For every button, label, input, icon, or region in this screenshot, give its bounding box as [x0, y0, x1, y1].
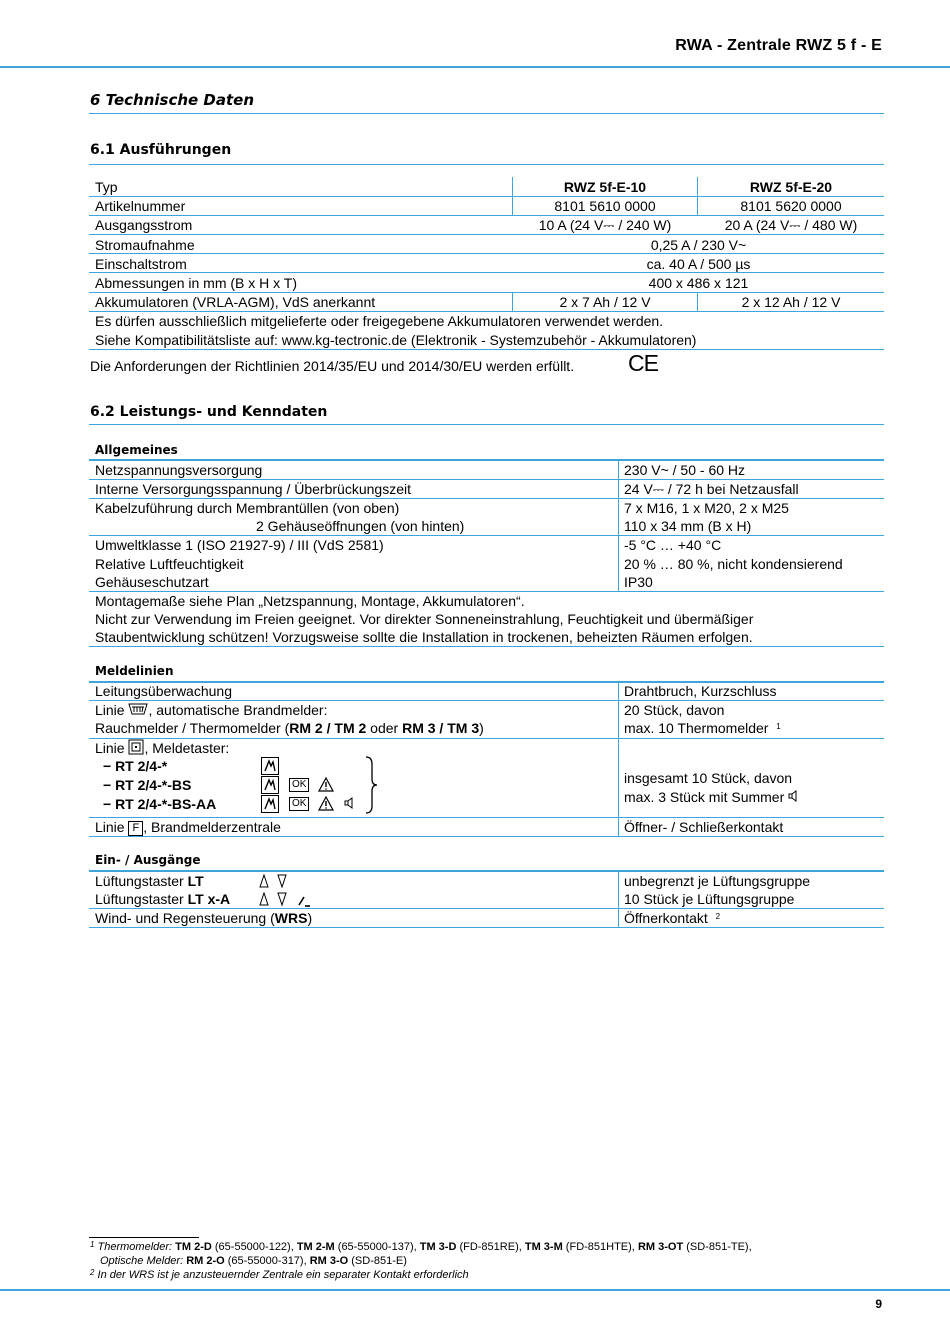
- ventilation-button-lt-label: Lüftungstaster LT: [95, 873, 204, 889]
- section-6-2-title: 6.2 Leistungs- und Kenndaten: [90, 404, 328, 420]
- footer-divider: [0, 1289, 950, 1291]
- divider: [89, 836, 884, 837]
- table-cell-b: 20 A (24 V⎓ / 480 W): [724, 217, 858, 233]
- row-divider: [89, 272, 884, 273]
- footnote-1-line-2: Optische Melder: RM 2-O (65-55000-317), RM 3-O (SD-851-E): [100, 1255, 407, 1267]
- footnote-ref: 2: [715, 912, 721, 921]
- hand-press-icon: [261, 757, 279, 778]
- table-row-label: Abmessungen in mm (B x H x T): [95, 275, 298, 291]
- table-header-model-a: RWZ 5f-E-10: [563, 179, 647, 195]
- table-row-value: 230 V~ / 50 - 60 Hz: [624, 462, 746, 478]
- line-auto-detector-label: [95, 701, 327, 719]
- table-row-label: Interne Versorgungsspannung / Überbrückungszeit: [95, 481, 411, 497]
- page-number: 9: [875, 1297, 882, 1311]
- compatibility-note: Siehe Kompatibilitätsliste auf: www.kg-tectronic.de (Elektronik - Systemzubehör - Akkumulatoren): [95, 332, 697, 348]
- warning-triangle-icon: [318, 777, 334, 795]
- ventilation-button-ltxa-label: Lüftungstaster LT x-A: [95, 891, 231, 907]
- ok-indicator-icon: OK: [289, 797, 309, 811]
- table-row-value: IP30: [624, 574, 653, 590]
- table-cell-merged: ca. 40 A / 500 µs: [646, 256, 751, 272]
- table-row-value: Drahtbruch, Kurzschluss: [624, 683, 777, 699]
- table-row-label: Einschaltstrom: [95, 256, 187, 272]
- divider: [89, 164, 884, 165]
- grouping-brace: [364, 756, 378, 817]
- line-manual-call-point-label: Linie , Meldetaster:: [95, 739, 229, 757]
- table-row-label: Artikelnummer: [95, 198, 186, 214]
- table-row-value: 110 x 34 mm (B x H): [624, 518, 752, 534]
- table-row-value: 7 x M16, 1 x M20, 2 x M25: [624, 500, 789, 516]
- wind-rain-control-label: Wind- und Regensteuerung (WRS): [95, 910, 313, 926]
- table-cell-merged: 400 x 486 x 121: [648, 275, 749, 291]
- ce-mark-icon: CE: [628, 350, 658, 376]
- footnote-separator: [89, 1237, 199, 1238]
- buzzer-icon: [344, 796, 356, 813]
- row-divider: [89, 253, 884, 254]
- list-item: − RT 2/4-*: [103, 758, 168, 774]
- table-row-value: 10 Stück je Lüftungsgruppe: [624, 891, 795, 907]
- table-row-label: Relative Luftfeuchtigkeit: [95, 556, 244, 572]
- table-row-label: Gehäuseschutzart: [95, 574, 209, 590]
- automatic-detector-icon: [128, 702, 148, 720]
- table-cell-b: 8101 5620 0000: [740, 198, 842, 214]
- line-label: Linie: [95, 702, 125, 718]
- table-cell-b: 2 x 12 Ah / 12 V: [741, 294, 841, 310]
- usage-note-1: Nicht zur Verwendung im Freien geeignet. Vor direkter Sonneneinstrahlung, Feuchtigkeit und übermäßiger: [95, 611, 754, 627]
- table-row-value: -5 °C … +40 °C: [624, 537, 722, 553]
- divider: [89, 646, 884, 647]
- hand-press-icon: [261, 776, 279, 797]
- open-close-arrows-icon: [259, 874, 291, 891]
- row-divider: [89, 234, 884, 235]
- section-6-1-title: 6.1 Ausführungen: [90, 142, 232, 158]
- footnote-1: $^1$ Thermomelder: TM 2-D (65-55000-122), TM 2-M (65-55000-137), TM 3-D (FD-851RE), TM 3-M (FD-851HTE), RM 3-OT (SD-851-TE),: [90, 1240, 752, 1253]
- section-6-title: 6 Technische Daten: [90, 91, 255, 109]
- table-row-label: 2 Gehäuseöffnungen (von hinten): [256, 518, 465, 534]
- header-divider: [0, 66, 950, 68]
- mounting-note: Montagemaße siehe Plan „Netzspannung, Montage, Akkumulatoren“.: [95, 593, 525, 609]
- hand-press-icon: [261, 795, 279, 816]
- table-cell-a: 2 x 7 Ah / 12 V: [559, 294, 651, 310]
- col-divider: [618, 682, 619, 836]
- table-row-label: Leitungsüberwachung: [95, 683, 232, 699]
- document-header-title: RWA - Zentrale RWZ 5 f - E: [675, 37, 882, 54]
- buzzer-icon: [788, 789, 800, 807]
- table-cell-a: 10 A (24 V⎓ / 240 W): [538, 217, 672, 233]
- detector-types-label: Rauchmelder / Thermomelder (RM 2 / TM 2 oder RM 3 / TM 3): [95, 720, 484, 736]
- table-header-typ: Typ: [95, 179, 118, 195]
- line-fire-panel-label: Linie F , Brandmelderzentrale: [95, 819, 281, 835]
- table-row-label: Akkumulatoren (VRLA-AGM), VdS anerkannt: [95, 294, 376, 310]
- table-row-value: max. 10 Thermomelder $^1$: [624, 720, 781, 736]
- table-row-label: Kabelzuführung durch Membrantüllen (von oben): [95, 500, 400, 516]
- footnote-ref: 1: [776, 722, 781, 731]
- table-row-label: Netzspannungsversorgung: [95, 462, 263, 478]
- warning-triangle-icon: [318, 796, 334, 814]
- table-row-label: Stromaufnahme: [95, 237, 195, 253]
- table-row-value: unbegrenzt je Lüftungsgruppe: [624, 873, 811, 889]
- ok-indicator-icon: OK: [289, 778, 309, 792]
- table-row-value: Öffner- / Schließerkontakt: [624, 819, 784, 835]
- table-row-value: 24 V⎓ / 72 h bei Netzausfall: [624, 481, 799, 497]
- line-label-post: , automatische Brandmelder:: [148, 702, 328, 718]
- divider: [89, 927, 884, 928]
- table-row-value: insgesamt 10 Stück, davon: [624, 770, 793, 786]
- footnote-2: $^2$ In der WRS ist je anzusteuernder Zentrale ein separater Kontakt erforderlich: [90, 1268, 469, 1281]
- table-row-value: max. 3 Stück mit Summer: [624, 788, 800, 806]
- table-cell-merged: 0,25 A / 230 V~: [650, 237, 747, 253]
- usage-note-2: Staubentwicklung schützen! Vorzugsweise sollte die Installation in trockenen, beheizten Räumen erfolgen.: [95, 629, 753, 645]
- table-row-label: Ausgangsstrom: [95, 217, 193, 233]
- table-row-value: Öffnerkontakt $^2$: [624, 910, 721, 926]
- row-divider: [89, 349, 884, 350]
- allgemeines-heading: Allgemeines: [95, 443, 178, 457]
- meldelinien-heading: Meldelinien: [95, 664, 174, 678]
- table-cell-a: 8101 5610 0000: [554, 198, 656, 214]
- list-item: − RT 2/4-*-BS-AA: [103, 796, 217, 812]
- table-header-model-b: RWZ 5f-E-20: [749, 179, 833, 195]
- divider: [89, 424, 884, 425]
- ce-directive-text: Die Anforderungen der Richtlinien 2014/35/EU und 2014/30/EU werden erfüllt.: [90, 358, 575, 374]
- table-row-label: Umweltklasse 1 (ISO 21927-9) / III (VdS 2581): [95, 537, 384, 553]
- col-divider: [618, 871, 619, 927]
- list-item: − RT 2/4-*-BS: [103, 777, 192, 793]
- ein-ausgaenge-heading: Ein- / Ausgänge: [95, 853, 201, 867]
- divider: [89, 113, 884, 114]
- table-row-value: 20 % … 80 %, nicht kondensierend: [624, 556, 843, 572]
- fire-panel-icon: F: [128, 821, 143, 836]
- table-row-value: 20 Stück, davon: [624, 702, 725, 718]
- accumulator-note: Es dürfen ausschließlich mitgelieferte oder freigegebene Akkumulatoren verwendet werden.: [95, 313, 664, 329]
